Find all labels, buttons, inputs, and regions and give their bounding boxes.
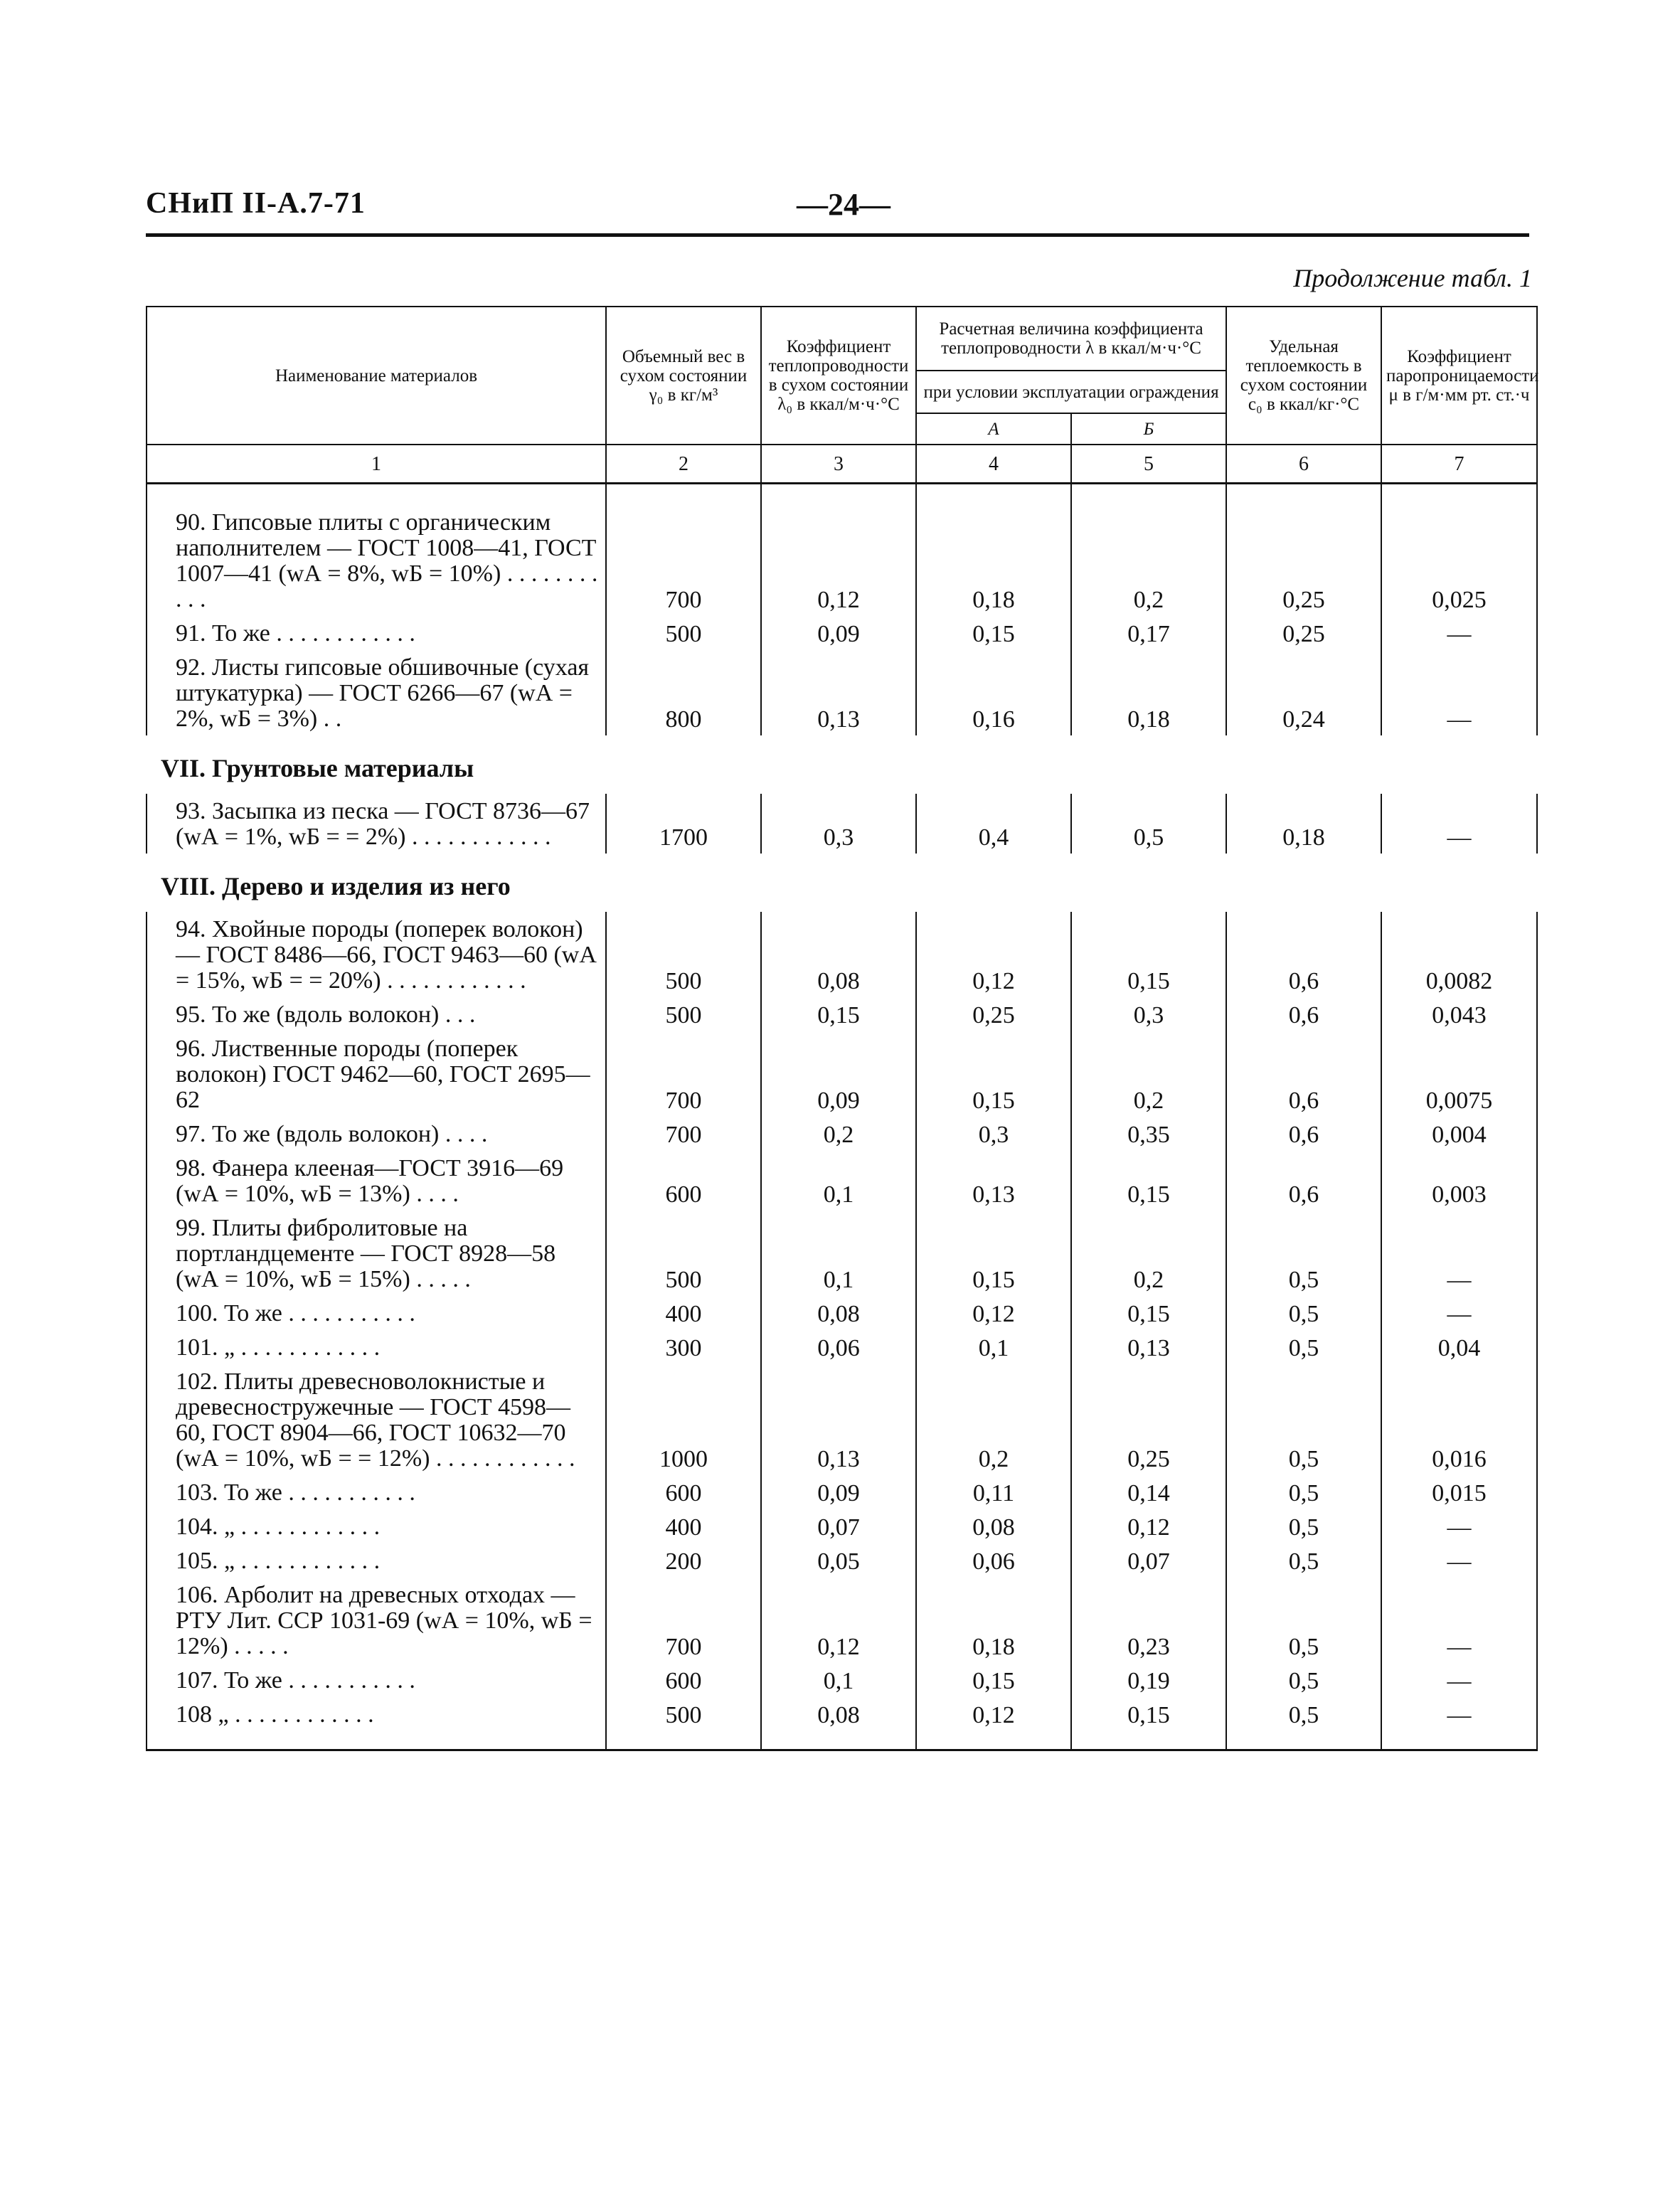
density-value: 1000 [606,1364,761,1475]
material-name: 108 „ . . . . . . . . . . . . [147,1697,606,1750]
conductivity-a-value: 0,16 [916,650,1071,735]
vapor-permeability-value: — [1381,1211,1537,1296]
material-name: 96. Лиственные породы (поперек волокон) ГОСТ 9462—60, ГОСТ 2695—62 [147,1031,606,1117]
density-value: 200 [606,1543,761,1578]
conductivity-a-value: 0,12 [916,912,1071,997]
vapor-permeability-value: — [1381,616,1537,650]
column-number: 6 [1226,445,1381,484]
vapor-permeability-value: — [1381,1578,1537,1663]
density-value: 700 [606,1117,761,1151]
table-row [147,912,1537,997]
header-rule [146,233,1529,237]
dry-conductivity-value: 0,08 [761,912,916,997]
material-name: 94. Хвойные породы (поперек волокон) — ГОСТ 8486—66, ГОСТ 9463—60 (wА = 15%, wБ = = 20%) . . . . . . . . . . . . [147,912,606,997]
density-value: 500 [606,997,761,1031]
conductivity-b-value: 0,3 [1071,997,1226,1031]
table-row [147,1697,1537,1750]
conductivity-b-value: 0,5 [1071,794,1226,854]
dry-conductivity-value: 0,3 [761,794,916,854]
column-number: 5 [1071,445,1226,484]
conductivity-b-value: 0,17 [1071,616,1226,650]
conductivity-a-value: 0,15 [916,1663,1071,1697]
dry-conductivity-value: 0,1 [761,1151,916,1211]
dry-conductivity-value: 0,1 [761,1663,916,1697]
vapor-permeability-value: — [1381,1543,1537,1578]
conductivity-b-value: 0,25 [1071,1364,1226,1475]
heat-capacity-value: 0,5 [1226,1578,1381,1663]
heat-capacity-value: 0,24 [1226,650,1381,735]
density-value: 1700 [606,794,761,854]
heat-capacity-value: 0,5 [1226,1296,1381,1330]
table-row [147,1578,1537,1663]
dry-conductivity-value: 0,05 [761,1543,916,1578]
table-row [147,616,1537,650]
density-value: 500 [606,912,761,997]
header-condition-a: А [916,413,1071,445]
vapor-permeability-value: — [1381,1509,1537,1543]
dry-conductivity-value: 0,09 [761,616,916,650]
conductivity-a-value: 0,12 [916,1697,1071,1750]
heat-capacity-value: 0,5 [1226,1330,1381,1364]
conductivity-b-value: 0,12 [1071,1509,1226,1543]
vapor-permeability-value: 0,0082 [1381,912,1537,997]
section-heading-row [147,854,1537,912]
table-row [147,1663,1537,1697]
vapor-permeability-value: 0,0075 [1381,1031,1537,1117]
heat-capacity-value: 0,25 [1226,484,1381,617]
header-condition-b: Б [1071,413,1226,445]
dry-conductivity-value: 0,09 [761,1475,916,1509]
dry-conductivity-value: 0,06 [761,1330,916,1364]
dry-conductivity-value: 0,09 [761,1031,916,1117]
material-name: 92. Листы гипсовые обшивочные (сухая штукатурка) — ГОСТ 6266—67 (wА = 2%, wБ = 3%) . . [147,650,606,735]
conductivity-b-value: 0,15 [1071,1296,1226,1330]
conductivity-a-value: 0,25 [916,997,1071,1031]
heat-capacity-value: 0,5 [1226,1543,1381,1578]
conductivity-b-value: 0,15 [1071,1151,1226,1211]
material-name: 104. „ . . . . . . . . . . . . [147,1509,606,1543]
density-value: 500 [606,616,761,650]
vapor-permeability-value: 0,004 [1381,1117,1537,1151]
vapor-permeability-value: — [1381,1663,1537,1697]
table-row [147,1117,1537,1151]
conductivity-a-value: 0,13 [916,1151,1071,1211]
density-value: 300 [606,1330,761,1364]
conductivity-a-value: 0,15 [916,616,1071,650]
dry-conductivity-value: 0,07 [761,1509,916,1543]
vapor-permeability-value: — [1381,1697,1537,1750]
column-number: 3 [761,445,916,484]
vapor-permeability-value: — [1381,794,1537,854]
conductivity-a-value: 0,2 [916,1364,1071,1475]
table-row [147,1475,1537,1509]
material-name: 90. Гипсовые плиты с органическим наполнителем — ГОСТ 1008—41, ГОСТ 1007—41 (wА = 8%, wБ = 10%) . . . . . . . . . . . [147,484,606,617]
section-heading-row [147,735,1537,794]
header-heat-capacity: Удельная теплоемкость в сухом состоянии с₀ в ккал/кг·°С [1226,307,1381,445]
heat-capacity-value: 0,5 [1226,1663,1381,1697]
column-number: 2 [606,445,761,484]
column-number-row [147,445,1537,484]
density-value: 400 [606,1296,761,1330]
material-name: 100. То же . . . . . . . . . . . [147,1296,606,1330]
table-row [147,1509,1537,1543]
table-row [147,1031,1537,1117]
dry-conductivity-value: 0,13 [761,650,916,735]
vapor-permeability-value: 0,04 [1381,1330,1537,1364]
vapor-permeability-value: — [1381,650,1537,735]
table-row [147,1296,1537,1330]
dry-conductivity-value: 0,08 [761,1697,916,1750]
header-vapor-permeability: Коэффициент паропроницаемости μ в г/м·мм рт. ст.·ч [1381,307,1537,445]
material-name: 91. То же . . . . . . . . . . . . [147,616,606,650]
table-row [147,1151,1537,1211]
heat-capacity-value: 0,6 [1226,1117,1381,1151]
dry-conductivity-value: 0,15 [761,997,916,1031]
material-name: 99. Плиты фибролитовые на портландцементе — ГОСТ 8928—58 (wА = 10%, wБ = 15%) . . . . . [147,1211,606,1296]
table-row [147,997,1537,1031]
conductivity-a-value: 0,08 [916,1509,1071,1543]
heat-capacity-value: 0,5 [1226,1211,1381,1296]
column-number: 4 [916,445,1071,484]
density-value: 700 [606,1578,761,1663]
conductivity-b-value: 0,15 [1071,1697,1226,1750]
dry-conductivity-value: 0,08 [761,1296,916,1330]
material-name: 105. „ . . . . . . . . . . . . [147,1543,606,1578]
material-name: 97. То же (вдоль волокон) . . . . [147,1117,606,1151]
table-row [147,1543,1537,1578]
table-row [147,1211,1537,1296]
page-number: —24— [797,187,890,222]
material-name: 102. Плиты древесноволокнистые и древесностружечные — ГОСТ 4598—60, ГОСТ 8904—66, ГОСТ 10632—70 (wА = 10%, wБ = = 12%) . . . . . . . . . . . . [147,1364,606,1475]
vapor-permeability-value: 0,003 [1381,1151,1537,1211]
material-name: 98. Фанера клееная—ГОСТ 3916—69 (wА = 10%, wБ = 13%) . . . . [147,1151,606,1211]
density-value: 600 [606,1151,761,1211]
heat-capacity-value: 0,18 [1226,794,1381,854]
conductivity-a-value: 0,15 [916,1211,1071,1296]
conductivity-a-value: 0,12 [916,1296,1071,1330]
column-number: 1 [147,445,606,484]
conductivity-a-value: 0,3 [916,1117,1071,1151]
density-value: 500 [606,1697,761,1750]
vapor-permeability-value: — [1381,1296,1537,1330]
dry-conductivity-value: 0,1 [761,1211,916,1296]
section-title: VIII. Дерево и изделия из него [161,872,511,900]
table-continuation-label: Продолжение табл. 1 [1293,264,1532,292]
vapor-permeability-value: 0,016 [1381,1364,1537,1475]
dry-conductivity-value: 0,2 [761,1117,916,1151]
dry-conductivity-value: 0,13 [761,1364,916,1475]
density-value: 600 [606,1475,761,1509]
heat-capacity-value: 0,6 [1226,1031,1381,1117]
conductivity-b-value: 0,19 [1071,1663,1226,1697]
density-value: 700 [606,1031,761,1117]
material-name: 103. То же . . . . . . . . . . . [147,1475,606,1509]
density-value: 800 [606,650,761,735]
table-row [147,650,1537,735]
document-code: СНиП II-А.7-71 [146,187,366,220]
conductivity-b-value: 0,07 [1071,1543,1226,1578]
density-value: 700 [606,484,761,617]
density-value: 500 [606,1211,761,1296]
column-number: 7 [1381,445,1537,484]
conductivity-b-value: 0,2 [1071,1031,1226,1117]
materials-table [146,306,1538,1751]
conductivity-b-value: 0,35 [1071,1117,1226,1151]
conductivity-b-value: 0,23 [1071,1578,1226,1663]
conductivity-a-value: 0,1 [916,1330,1071,1364]
table-row [147,794,1537,854]
table-row [147,1330,1537,1364]
material-name: 93. Засыпка из песка — ГОСТ 8736—67 (wА = 1%, wБ = = 2%) . . . . . . . . . . . . [147,794,606,854]
dry-conductivity-value: 0,12 [761,484,916,617]
density-value: 600 [606,1663,761,1697]
vapor-permeability-value: 0,015 [1381,1475,1537,1509]
conductivity-b-value: 0,2 [1071,1211,1226,1296]
conductivity-b-value: 0,18 [1071,650,1226,735]
conductivity-a-value: 0,11 [916,1475,1071,1509]
conductivity-a-value: 0,18 [916,1578,1071,1663]
heat-capacity-value: 0,6 [1226,1151,1381,1211]
conductivity-a-value: 0,06 [916,1543,1071,1578]
conductivity-a-value: 0,18 [916,484,1071,617]
vapor-permeability-value: 0,025 [1381,484,1537,617]
conductivity-b-value: 0,13 [1071,1330,1226,1364]
conductivity-b-value: 0,14 [1071,1475,1226,1509]
conductivity-a-value: 0,4 [916,794,1071,854]
header-conditions: при условии эксплуатации ограждения [916,371,1226,413]
conductivity-a-value: 0,15 [916,1031,1071,1117]
header-density: Объемный вес в сухом состоянии γ₀ в кг/м³ [606,307,761,445]
header-dry-conductivity: Коэффициент теплопроводности в сухом состоянии λ₀ в ккал/м·ч·°С [761,307,916,445]
vapor-permeability-value: 0,043 [1381,997,1537,1031]
material-name: 101. „ . . . . . . . . . . . . [147,1330,606,1364]
dry-conductivity-value: 0,12 [761,1578,916,1663]
table-row [147,1364,1537,1475]
heat-capacity-value: 0,6 [1226,912,1381,997]
heat-capacity-value: 0,5 [1226,1364,1381,1475]
heat-capacity-value: 0,25 [1226,616,1381,650]
section-title: VII. Грунтовые материалы [161,754,474,782]
density-value: 400 [606,1509,761,1543]
conductivity-b-value: 0,15 [1071,912,1226,997]
material-name: 106. Арболит на древесных отходах — РТУ Лит. ССР 1031-69 (wА = 10%, wБ = 12%) . . . . . [147,1578,606,1663]
heat-capacity-value: 0,6 [1226,997,1381,1031]
header-design-conductivity: Расчетная величина коэффициента теплопроводности λ в ккал/м·ч·°С [916,307,1226,371]
material-name: 107. То же . . . . . . . . . . . [147,1663,606,1697]
material-name: 95. То же (вдоль волокон) . . . [147,997,606,1031]
header-material: Наименование материалов [147,307,606,445]
heat-capacity-value: 0,5 [1226,1697,1381,1750]
conductivity-b-value: 0,2 [1071,484,1226,617]
heat-capacity-value: 0,5 [1226,1475,1381,1509]
table-row [147,484,1537,617]
heat-capacity-value: 0,5 [1226,1509,1381,1543]
